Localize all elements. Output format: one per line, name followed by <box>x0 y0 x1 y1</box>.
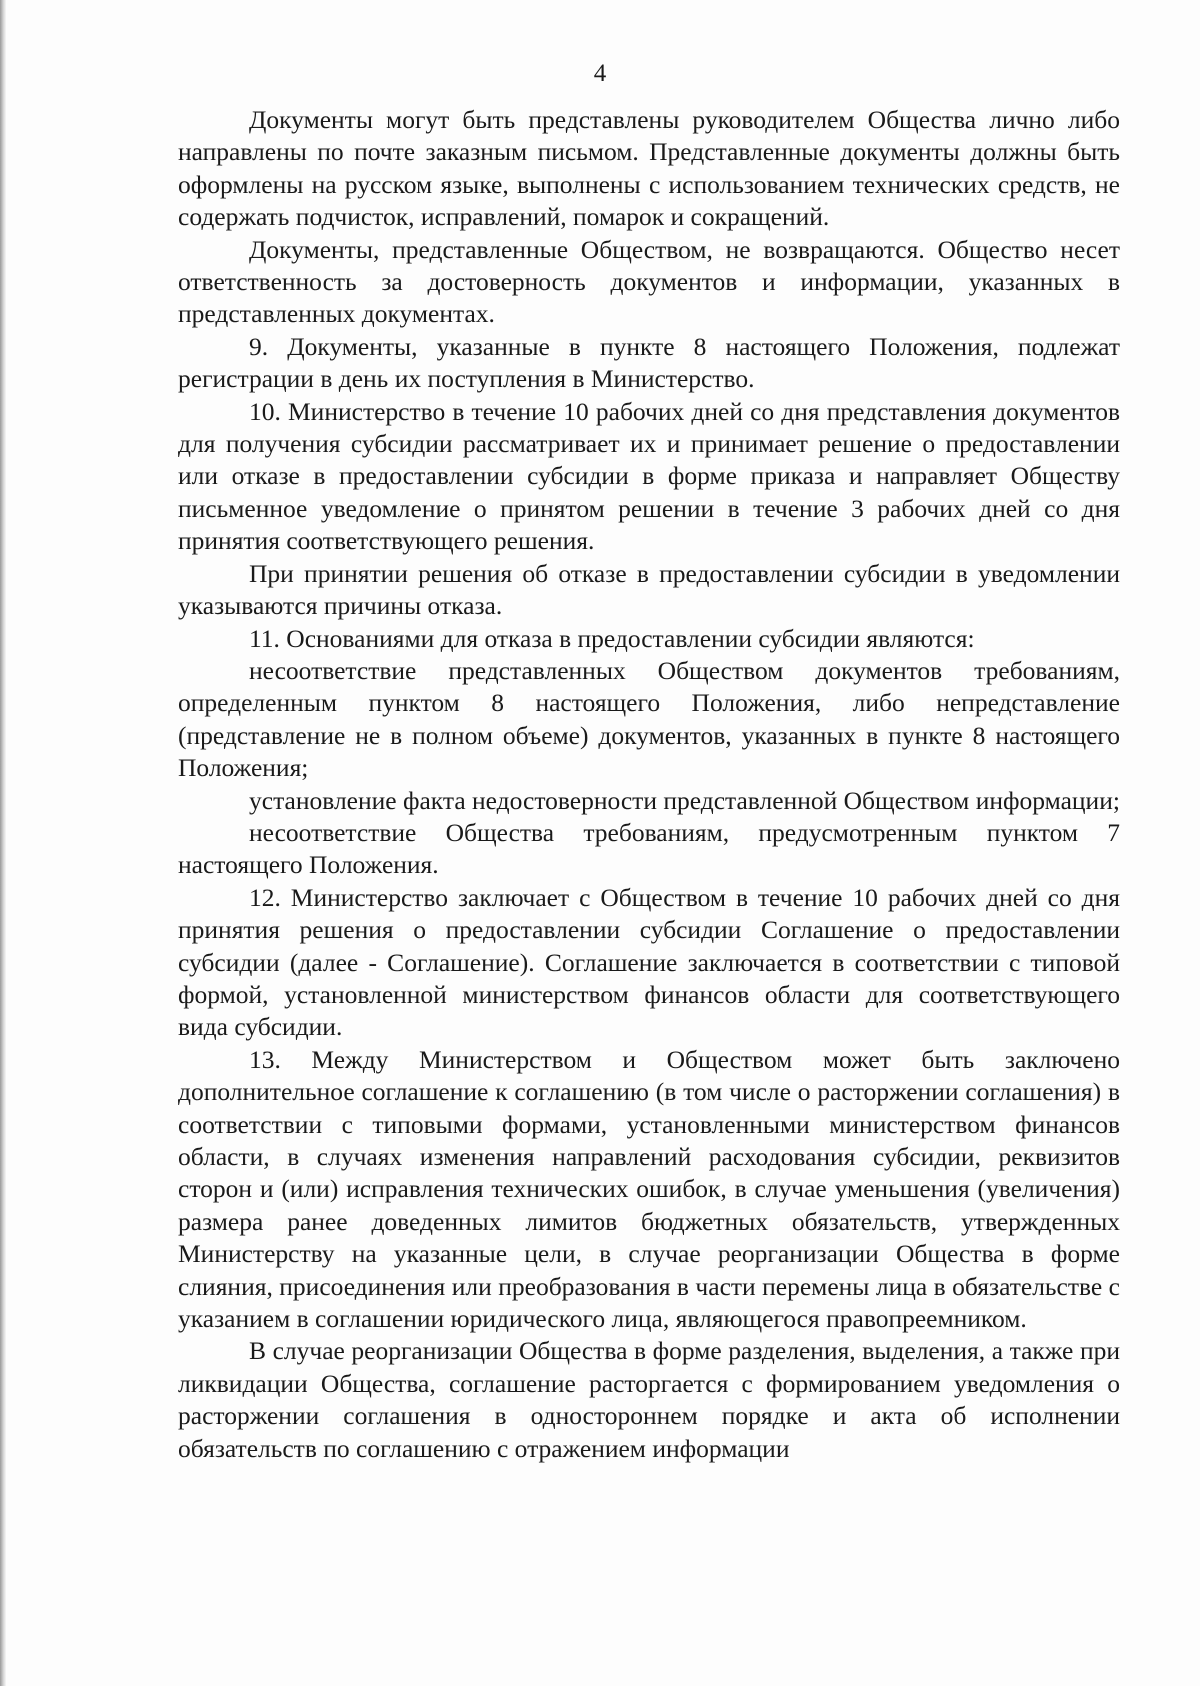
document-body <box>178 104 1120 1465</box>
paragraph-documents-not-returned: Документы, представленные Обществом, не возвращаются. Общество несет ответственность за достоверность документов и информации, указанных в представленных документах. <box>178 234 1120 329</box>
page-number: 4 <box>593 60 607 87</box>
paragraph-refusal-ground-1: несоответствие представленных Обществом документов требованиям, определенным пунктом 8 настоящего Положения, либо непредставление (представление не в полном объеме) документов, указанных в пункте 8 настоящего Положения; <box>178 655 1120 783</box>
paragraph-reorganization: В случае реорганизации Общества в форме разделения, выделения, а также при ликвидации Общества, соглашение расторгается с формированием уведомления о расторжении соглашения в одностороннем порядке и акта об исполнении обязательств по соглашению с отражением информации <box>178 1336 1120 1463</box>
paragraph-clause-9: 9. Документы, указанные в пункте 8 настоящего Положения, подлежат регистрации в день их поступления в Министерство. <box>178 331 1120 394</box>
scan-edge <box>0 0 6 1686</box>
paragraph-refusal-ground-2: установление факта недостоверности представленной Обществом информации; <box>249 785 1120 815</box>
paragraph-refusal-reasons-notice: При принятии решения об отказе в предоставлении субсидии в уведомлении указываются причины отказа. <box>178 558 1120 621</box>
paragraph-documents-submission: Документы могут быть представлены руководителем Общества лично либо направлены по почте заказным письмом. Представленные документы должны быть оформлены на русском языке, выполнены с использованием технических средств, не содержать подчисток, исправлений, помарок и сокращений. <box>178 105 1120 232</box>
paragraph-clause-11: 11. Основаниями для отказа в предоставлении субсидии являются: <box>249 623 975 653</box>
paragraph-refusal-ground-3: несоответствие Общества требованиям, предусмотренным пунктом 7 настоящего Положения. <box>178 817 1120 880</box>
paragraph-clause-13: 13. Между Министерством и Обществом может быть заключено дополнительное соглашение к соглашению (в том числе о расторжении соглашения) в соответствии с типовыми формами, установленными министерством финансов области, в случаях изменения направлений расходования субсидии, реквизитов сторон и (или) исправления технических ошибок, в случае уменьшения (увеличения) размера ранее доведенных лимитов бюджетных обязательств, утвержденных Министерству на указанные цели, в случае реорганизации Общества в форме слияния, присоединения или преобразования в части перемены лица в обязательстве с указанием в соглашении юридического лица, являющегося правопреемником. <box>178 1044 1120 1334</box>
paragraph-clause-12: 12. Министерство заключает с Обществом в течение 10 рабочих дней со дня принятия решения о предоставлении субсидии Соглашение о предоставлении субсидии (далее - Соглашение). Соглашение заключается в соответствии с типовой формой, установленной министерством финансов области для соответствующего вида субсидии. <box>178 882 1120 1042</box>
paragraph-clause-10: 10. Министерство в течение 10 рабочих дней со дня представления документов для получения субсидии рассматривает их и принимает решение о предоставлении или отказе в предоставлении субсидии в форме приказа и направляет Обществу письменное уведомление о принятом решении в течение 3 рабочих дней со дня принятия соответствующего решения. <box>178 396 1120 556</box>
